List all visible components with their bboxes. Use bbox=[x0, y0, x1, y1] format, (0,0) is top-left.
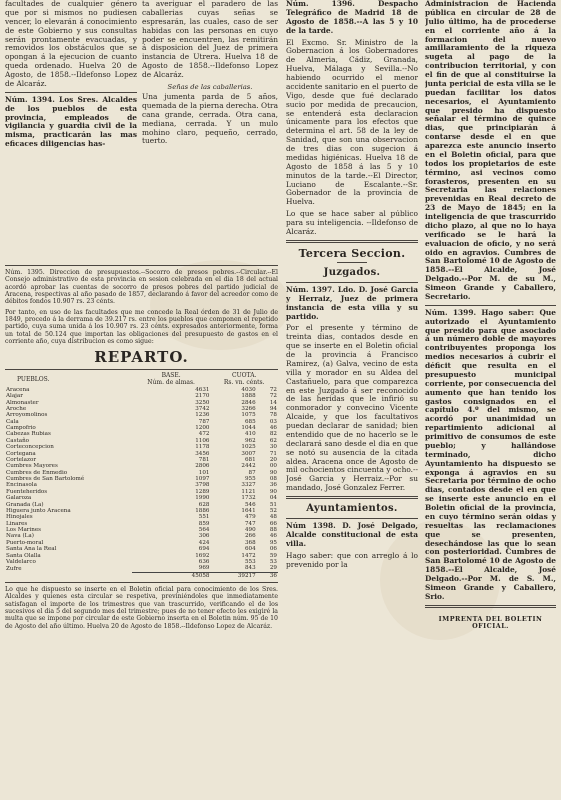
rs-cell: 410 bbox=[244, 431, 256, 438]
almas-cell: 781 bbox=[198, 456, 210, 463]
almas-cell: 1692 bbox=[195, 552, 210, 559]
almas-cell: 694 bbox=[198, 546, 210, 553]
rs-cell: 955 bbox=[244, 476, 256, 483]
divider bbox=[425, 305, 556, 306]
rs-cell: 266 bbox=[244, 533, 256, 540]
almas-cell: 1200 bbox=[195, 425, 210, 432]
cents-cell: 82 bbox=[269, 431, 277, 438]
cents-cell: 48 bbox=[269, 514, 277, 521]
divider bbox=[5, 582, 278, 583]
cents-cell: 46 bbox=[269, 425, 277, 432]
pueblo-cell: Linares bbox=[6, 520, 28, 527]
wide-block bbox=[5, 262, 278, 800]
rs-cell: 1044 bbox=[241, 425, 256, 432]
header-cuota: CUOTA. bbox=[231, 372, 257, 380]
almas-cell: 551 bbox=[198, 514, 210, 521]
divider bbox=[5, 265, 278, 266]
rs-cell: 1888 bbox=[241, 393, 256, 400]
rs-cell: 3007 bbox=[241, 450, 256, 457]
rs-cell: 2442 bbox=[241, 463, 256, 470]
pueblo-cell: Aroche bbox=[6, 405, 27, 412]
divider bbox=[337, 262, 367, 263]
imprenta: IMPRENTA DEL BOLETIN OFICIAL. bbox=[438, 614, 543, 631]
almas-cell: 1289 bbox=[195, 488, 210, 495]
rs-cell: 1025 bbox=[241, 444, 256, 451]
almas-cell: 859 bbox=[198, 520, 210, 527]
almas-cell: 787 bbox=[198, 418, 210, 425]
rs-cell: 1472 bbox=[241, 552, 256, 559]
cents-cell: 08 bbox=[269, 476, 277, 483]
article-1397-body: Por el presente y término de treinta dias, contados desde en que se inserte en el Boletin oficial de la provincia á Francisco Ramirez, (a) Galva, vecino de esta villa y morador en su Aldea del Castañuelo, para que comparezca en este Juzgado á ser reconocido de las heridas que le infirió su conmorador y convecino Vicente Alcaide, y que los facultativos puedan declarar de sanidad; bien entendido que de no hacerlo se le declarará sano desde el dia en que se notó su ausencia de la citada aldea. Aracena once de Agosto de mil ochocientos cincuenta y ocho.--José Garcia y Herraiz.--Por su mandado, José Gonzalez Ferrer. bbox=[286, 323, 418, 493]
pueblo-cell: Santa Olalla bbox=[6, 552, 41, 559]
pueblo-cell: Los Marines bbox=[6, 527, 42, 534]
cents-cell: 36 bbox=[269, 482, 277, 489]
rs-cell: 1121 bbox=[241, 488, 256, 495]
rs-cell: 490 bbox=[244, 527, 256, 534]
divider bbox=[425, 605, 556, 608]
closing-text: Lo que he dispuesto se inserte en el Boletin oficial para conocimiento de los Sres. Alcaldes y quienes esta circular se respetiva, previniéndoles que inmediatamente satisfagan el importe de los trimestres que van trascurrido, verificando el de los sucesivos el dia 5 del segundo mes del trimestre; pues de no tener efecto les exigiré la multa que se impone por circular de este Gobierno inserta en el Boletin núm. 95 de 10 de Agosto del año último. Huelva 20 de Agosto de 1858.--Ildefonso Lopez de Alcaráz. bbox=[5, 586, 278, 630]
article-1394: Núm. 1394. Los Sres. Alcaldes de los pueblos de esta provincia, empleados de vigilancia y guardia civil de la misma, practicarán las mas eficaces diligencias has- bbox=[5, 94, 137, 149]
pueblo-cell: Encinasola bbox=[6, 482, 37, 489]
pueblo-cell: Galaroza bbox=[6, 495, 32, 502]
article-1396-body: El Excmo. Sr. Ministro de la Gobernacion á los Gobernadores de Almeria, Cádiz, Granada, Huelva, Málaga y Sevilla.--No habiendo ocurrido el menor accidente sanitario en el puerto de Vigo, desde que fué declarado sucio por medida de precaucion, se entenderá esta declaracion únicamente para los efectos que determina el art. 58 de la ley de Sanidad, que son una observacion de tres dias con sugecion á medidas higiénicas. Huelva 18 de Agosto de 1858 á las 5 y 10 minutos de la tarde.--El Director, Luciano de Escalante.--Sr. Gobernador de la provincia de Huelva. bbox=[286, 37, 418, 207]
article-1396-end: Lo que se hace saber al público para su inteligencia. --Ildefonso de Alcaráz. bbox=[286, 209, 418, 236]
cents-cell: 20 bbox=[269, 456, 277, 463]
article-1398-cont: Administracion de Hacienda pública en circular de 28 de Julio último, ha de procederse en el corriente año á la formacion del nuevo amillaramiento de la riqueza sugeta al pago de la contribucion territorial, y con el fin de que al constituirse la junta pericial de esta villa se le puedan facilitar los datos necesarios, el Ayuntamiento que presido ha dispuesto señalar el término de quince dias, que principiarán á contarse desde el en que aparezca este anuncio inserto en el Boletin oficial, para que todos los propietarios de este término, asi vecinos como forasteros, presenten en su Secretaria las relaciones prevenidas en Real decreto de 23 de Mayo de 1845; en la inteligencia de que trascurrido dicho plazo, al que no lo haya verificado se le hará la evaluacion de oficio, y no será oido en agravios. Cumbres de San Bartolomé 10 de Agosto de 1858.--El Alcalde, José Delgado.--Por M. de su M., Simeon Grande y Caballero, Secretario. bbox=[425, 0, 556, 301]
cents-cell: 04 bbox=[269, 495, 277, 502]
pueblo-cell: Castaño bbox=[6, 437, 30, 444]
pueblo-cell: Cala bbox=[6, 418, 19, 425]
cents-cell: 72 bbox=[269, 386, 277, 393]
pueblo-cell: Nava (La) bbox=[6, 533, 34, 540]
total-cents: 36 bbox=[257, 572, 278, 579]
pueblo-cell: Hinojales bbox=[6, 514, 33, 521]
cents-cell: 72 bbox=[269, 393, 277, 400]
almas-cell: 969 bbox=[198, 565, 210, 572]
rs-cell: 1732 bbox=[241, 495, 256, 502]
almas-cell: 1178 bbox=[195, 444, 210, 451]
pueblo-cell: Aracena bbox=[6, 386, 30, 393]
senas-title: Señas de las caballerias. bbox=[167, 82, 253, 91]
pueblo-cell: Valdelarco bbox=[6, 558, 36, 565]
cents-cell: 95 bbox=[269, 539, 277, 546]
rs-cell: 3266 bbox=[241, 405, 256, 412]
almas-cell: 3250 bbox=[195, 399, 210, 406]
rs-cell: 685 bbox=[244, 418, 256, 425]
rs-cell: 1641 bbox=[241, 507, 256, 514]
pueblo-cell: Cumbres de Enmedio bbox=[6, 469, 68, 476]
cents-cell: 94 bbox=[269, 405, 277, 412]
almas-cell: 636 bbox=[198, 558, 210, 565]
article-1398: Núm 1398. D. José Delgado, Alcalde constitucional de esta villa. bbox=[286, 521, 418, 548]
header-base: BASE. bbox=[161, 372, 181, 380]
rs-cell: 546 bbox=[244, 501, 256, 508]
almas-cell: 306 bbox=[198, 533, 210, 540]
rs-cell: 843 bbox=[244, 565, 256, 572]
cents-cell: 30 bbox=[269, 444, 277, 451]
cents-cell: 71 bbox=[269, 450, 277, 457]
pueblo-cell: Cumbres de San Bartolomé bbox=[6, 476, 85, 483]
divider bbox=[286, 282, 418, 283]
divider bbox=[5, 369, 278, 370]
almas-cell: 424 bbox=[198, 539, 210, 546]
almas-cell: 1236 bbox=[195, 412, 210, 419]
table-row bbox=[5, 565, 278, 572]
tercera-seccion: Tercera Seccion. bbox=[298, 246, 406, 260]
cents-cell: 00 bbox=[269, 463, 277, 470]
column-3 bbox=[286, 0, 418, 800]
pueblo-cell: Fuenteheridos bbox=[6, 488, 48, 495]
article-1398-body: Hago saber: que con arreglo á lo prevenido por la bbox=[286, 550, 418, 569]
rs-cell: 604 bbox=[244, 546, 256, 553]
reparto-title: REPARTO. bbox=[94, 348, 189, 367]
almas-cell: 4631 bbox=[195, 386, 210, 393]
article-1399: Núm. 1399. Hago saber: Que autorizado el Ayuntamiento que presido para que asociado á un número doble de mayores contribuyentes proponga los medios necesarios á cubrir el déficit que resulta en el presupuesto municipal corriente, por consecuencia del aumento que han tenido los gastos consignados en el capítulo 4.º del mismo, se acordó por unanimidad un repartimiento adicional al primitivo de consumos de este pueblo; y hallándose terminado, dicho Ayuntamiento ha dispuesto se exponga á agravios en su Secretaria por término de ocho dias, contados desde el en que se inserte este anuncio en el Boletin oficial de la provincia, en cuyo término serán oidas y resueltas las reclamaciones que se presenten, desechándose las que lo sean con posterioridad. Cumbres de San Bartolomé 10 de Agosto de 1858.--El Alcalde, José Delgado.--Por M. de S. M., Simeon Grande y Caballero, Srio. bbox=[425, 307, 556, 601]
rs-cell: 2846 bbox=[241, 399, 256, 406]
almas-cell: 2170 bbox=[195, 393, 210, 400]
rs-cell: 553 bbox=[244, 558, 256, 565]
almas-cell: 628 bbox=[198, 501, 210, 508]
cents-cell: 78 bbox=[269, 412, 277, 419]
header-pueblos: PUEBLOS. bbox=[17, 375, 50, 383]
pueblo-cell: Zufre bbox=[6, 565, 22, 572]
article-continued-2: ta averiguar el paradero de las caballerias cuyas señas se espresarán, las cuales, caso de ser habidas con las personas en cuyo poder se encuentren, las remitirán á disposicion del Juez de primera instancia de Utrera. Huelva 18 de Agosto de 1858.--Ildefonso Lopez de Alcaráz. bbox=[142, 0, 278, 79]
divider bbox=[286, 496, 418, 499]
cents-cell: 06 bbox=[269, 546, 277, 553]
pueblo-cell: Arroyomolinos bbox=[6, 412, 48, 419]
cents-cell: 62 bbox=[269, 437, 277, 444]
ayuntamientos: Ayuntamientos. bbox=[306, 503, 398, 515]
rs-cell: 747 bbox=[244, 520, 256, 527]
header-rs: Rs. vn. cénts. bbox=[223, 378, 265, 386]
column-2 bbox=[142, 0, 278, 258]
rs-cell: 479 bbox=[244, 514, 256, 521]
senas-text: Una jumenta parda de 5 años, quemada de la pierna derecha. Otra cana grande, cerrada. Otra cana, mediana, cerrada. Y un mulo mohino claro, pequeño, cerrado, tuerto. bbox=[142, 92, 278, 146]
pueblo-cell: Cabezas Rubias bbox=[6, 431, 51, 438]
article-1397: Núm. 1397. Ldo. D. José Garcia y Herraiz, Juez de primera instancia de esta villa y su partido. bbox=[286, 284, 418, 321]
cents-cell: 52 bbox=[269, 507, 277, 514]
article-1396: Núm. 1396. Despacho Telegráfico de Madrid 18 de Agosto de 1858.--A las 5 y 10 de la tarde. bbox=[286, 0, 418, 35]
rs-cell: 962 bbox=[244, 437, 256, 444]
almas-cell: 1886 bbox=[195, 507, 210, 514]
article-continued: facultades de cualquier género que por si mismos no pudiesen vencer, lo elevarán á conocimiento de este Gobierno y sus consultas serán prontamente evacuadas, y removidos los obstáculos que se opongan á la ejecucion de cuanto queda ordenado. Huelva 20 de Agosto, de 1858.--Ildefonso Lopez de Alcaráz. bbox=[5, 0, 137, 88]
pueblo-cell: Cortegana bbox=[6, 450, 36, 457]
pueblo-cell: Corteconcepcion bbox=[6, 444, 54, 451]
pueblo-cell: Santa Ana la Real bbox=[6, 546, 57, 553]
column-4 bbox=[425, 0, 556, 800]
column-1 bbox=[5, 0, 137, 258]
total-rs: 39217 bbox=[210, 572, 256, 579]
cents-cell: 51 bbox=[269, 501, 277, 508]
cents-cell: 53 bbox=[269, 558, 277, 565]
pueblo-cell: Campofrio bbox=[6, 425, 36, 432]
header-almas: Núm. de almas. bbox=[147, 378, 195, 386]
almas-cell: 3798 bbox=[195, 482, 210, 489]
almas-cell: 1097 bbox=[195, 476, 210, 483]
pueblo-cell: Almonaster bbox=[6, 399, 39, 406]
rs-cell: 87 bbox=[248, 469, 256, 476]
rs-cell: 368 bbox=[244, 539, 256, 546]
almas-cell: 1990 bbox=[195, 495, 210, 502]
divider bbox=[5, 92, 137, 93]
cents-cell: 29 bbox=[269, 565, 277, 572]
cents-cell: 46 bbox=[269, 533, 277, 540]
rs-cell: 681 bbox=[244, 456, 256, 463]
rs-cell: 1075 bbox=[241, 412, 256, 419]
almas-cell: 1106 bbox=[195, 437, 210, 444]
article-1395-cont: Por tanto, en uso de las facultades que me concede la Real órden de 31 de Julio de 1849, procedo á la derrama de 39.217 rs. entre los pueblos que componen el repetido partido, cuya suma unida á los 10.907 rs. 23 cénts. expresados anteriormente, forma un total de 50.124 que importan las obligaciones del presupuesto de gastos en el corriente año, cuya distribucion es como sigue: bbox=[5, 308, 278, 345]
juzgados: Juzgados. bbox=[323, 266, 381, 278]
cents-cell: 88 bbox=[269, 527, 277, 534]
pueblo-cell: Cumbres Mayores bbox=[6, 463, 58, 470]
reparto-table bbox=[5, 373, 278, 579]
divider bbox=[286, 518, 418, 519]
pueblo-cell: Cortelazor bbox=[6, 456, 36, 463]
cents-cell: 59 bbox=[269, 552, 277, 559]
pueblo-cell: Puerto-moral bbox=[6, 539, 44, 546]
almas-cell: 3742 bbox=[195, 405, 210, 412]
cents-cell: 14 bbox=[269, 399, 277, 406]
cents-cell: 90 bbox=[269, 469, 277, 476]
pueblo-cell: Higuera junto Aracena bbox=[6, 507, 71, 514]
rs-cell: 3327 bbox=[241, 482, 256, 489]
article-1395: Núm. 1395. Direccion de presupuestos.--Socorro de presos pobres.--Circular.--El Consejo administrativo de esta provincia en sesion celebrada en el dia 18 del actual acordó aprobar las cuentas de socorro de presos pobres del partido judicial de Aracena, respectivas al año pasado de 1857, declarando á favor del acreedor como de débitos fondos 10.907 rs. 23 cénts. bbox=[5, 269, 278, 306]
cents-cell: 90 bbox=[269, 488, 277, 495]
cents-cell: 66 bbox=[269, 520, 277, 527]
pueblo-cell: Alajar bbox=[6, 393, 23, 400]
almas-cell: 472 bbox=[198, 431, 210, 438]
almas-cell: 101 bbox=[198, 469, 210, 476]
divider bbox=[286, 240, 418, 243]
rs-cell: 4030 bbox=[241, 386, 256, 393]
almas-cell: 2806 bbox=[195, 463, 210, 470]
almas-cell: 3456 bbox=[195, 450, 210, 457]
cents-cell: 03 bbox=[269, 418, 277, 425]
almas-cell: 564 bbox=[198, 527, 210, 534]
total-almas: 45058 bbox=[132, 572, 211, 579]
pueblo-cell: Granada (La) bbox=[6, 501, 44, 508]
